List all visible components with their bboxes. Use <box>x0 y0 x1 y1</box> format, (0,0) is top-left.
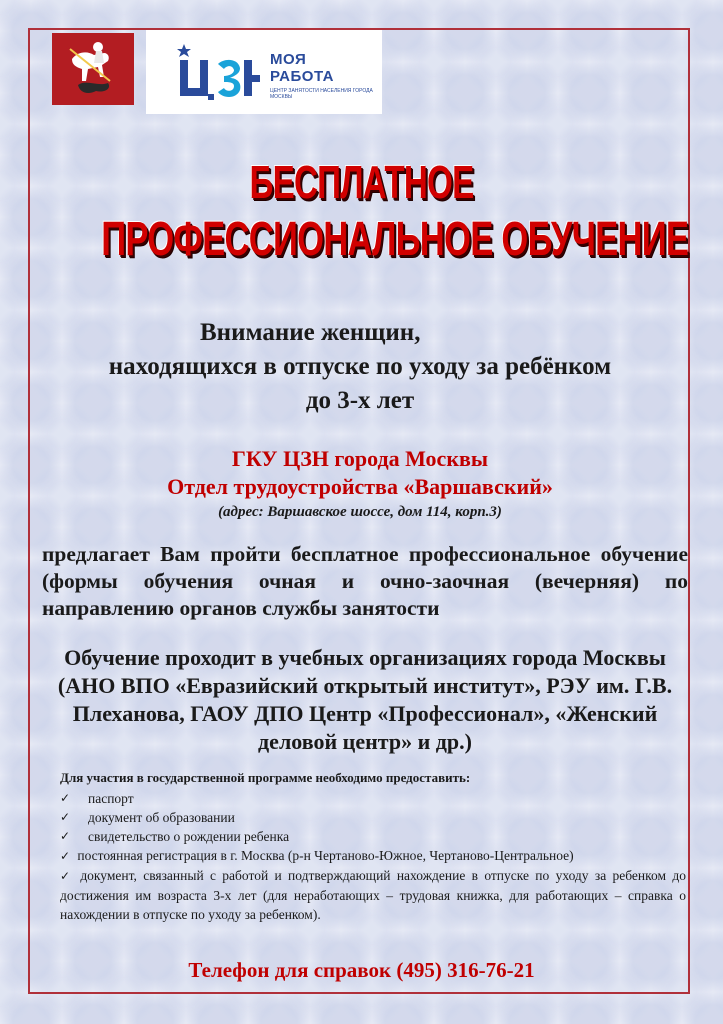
requirements-title: Для участия в государственной программе необходимо предоставить: <box>60 770 471 785</box>
attention-heading <box>40 316 680 418</box>
organization-block <box>40 445 680 523</box>
list-item-text: документ, связанный с работой и подтверждающий нахождение в отпуске по уходу за ребенком до достижения им возраста 3-х лет (для неработающих – трудовая книжка, для работающих – справка о нахождении в отпуске по уходу за ребенком). <box>60 868 686 922</box>
offer-paragraph: предлагает Вам пройти бесплатное профессиональное обучение (формы обучения очная и очно-заочная (вечерняя) по направлению органов службы занятости <box>42 542 688 620</box>
list-item <box>60 866 686 924</box>
czn-logo-icon <box>176 44 262 100</box>
list-item <box>60 808 686 827</box>
moscow-coat-of-arms-icon <box>52 33 134 105</box>
logo-title-line2: РАБОТА <box>270 68 335 85</box>
employment-center-logo <box>146 30 382 114</box>
checkmark-icon: ✓ <box>60 869 71 883</box>
attention-line1: Внимание женщин, <box>200 319 421 346</box>
list-item-text: документ об образовании <box>88 810 235 825</box>
contact-phone: Телефон для справок (495) 316-76-21 <box>188 958 535 982</box>
study-paragraph: Обучение проходит в учебных организациях города Москвы (АНО ВПО «Евразийский открытый институт», РЭУ им. Г.В. Плеханова, ГАОУ ДПО Центр «Профессионал», «Женский деловой центр» и др.) <box>57 645 673 754</box>
requirements-list <box>60 789 686 924</box>
address-text: (адрес: Варшавское шоссе, дом 114, корп.3) <box>218 504 502 520</box>
checkmark-icon: ✓ <box>60 829 71 843</box>
list-item <box>60 789 686 808</box>
checkmark-icon: ✓ <box>60 791 71 805</box>
list-item <box>60 846 686 866</box>
logo-title-line1: МОЯ <box>270 51 307 68</box>
checkmark-icon: ✓ <box>60 810 71 824</box>
headline-line1: БЕСПЛАТНОЕ <box>249 156 474 208</box>
checkmark-icon: ✓ <box>60 849 71 863</box>
department-name: Отдел трудоустройства «Варшавский» <box>167 474 553 499</box>
list-item-text: постоянная регистрация в г. Москва (р-н Чертаново-Южное, Чертаново-Центральное) <box>77 848 574 863</box>
attention-line3: до 3-х лет <box>305 387 415 414</box>
list-item-text: паспорт <box>88 791 134 806</box>
logo-title <box>270 51 334 85</box>
headline-line2: ПРОФЕССИОНАЛЬНОЕ ОБУЧЕНИЕ <box>101 213 689 266</box>
attention-line2: находящихся в отпуске по уходу за ребёнком <box>108 353 612 380</box>
list-item <box>60 827 686 846</box>
organization-name: ГКУ ЦЗН города Москвы <box>231 446 489 471</box>
list-item-text: свидетельство о рождении ребенка <box>88 829 290 844</box>
logo-subtitle: ЦЕНТР ЗАНЯТОСТИ НАСЕЛЕНИЯ ГОРОДА МОСКВЫ <box>270 88 373 100</box>
